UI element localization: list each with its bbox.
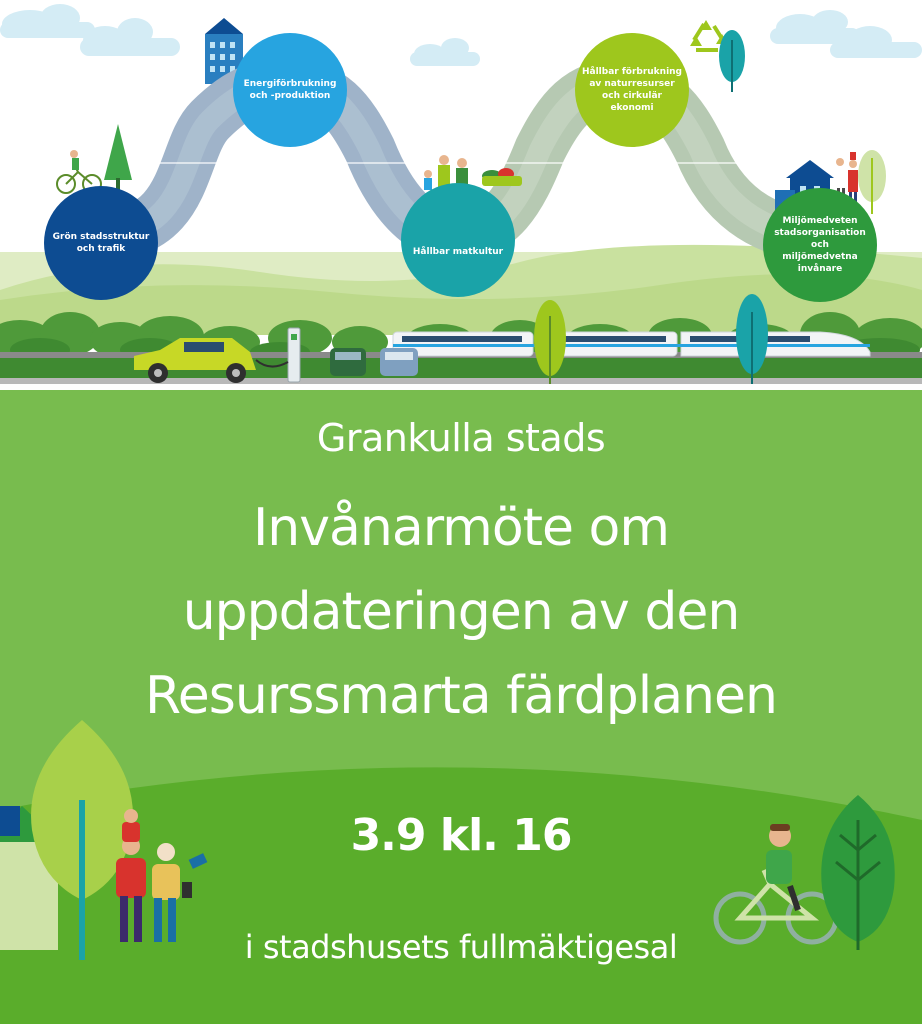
roadmap-svg <box>0 0 922 392</box>
event-title-line: uppdateringen av den <box>182 582 740 642</box>
car-icon <box>380 348 418 376</box>
theme-energy: Energiförbrukning och -produktion <box>243 79 337 101</box>
theme-green-city: Grön stadsstruktur och trafik <box>52 232 150 254</box>
theme-circular-economy: Hållbar förbrukning av naturresurser och cirkulär ekonomi <box>581 67 682 113</box>
event-title <box>0 486 922 738</box>
event-title-line: Invånarmöte om <box>252 498 670 558</box>
invitation-panel <box>0 390 922 1024</box>
train-icon <box>393 332 870 356</box>
organizer-subtitle: Grankulla stads <box>316 416 606 460</box>
theme-organisation: Miljömedveten stadsorganisation och miljömedvetna invånare <box>774 216 866 274</box>
event-date: 3.9 kl. 16 <box>350 810 572 861</box>
event-title-line: Resurssmarta färdplanen <box>145 666 777 726</box>
car-icon <box>330 348 366 376</box>
event-location: i stadshusets fullmäktigesal <box>244 928 678 966</box>
roadmap-illustration <box>0 0 922 392</box>
theme-food: Hållbar matkultur <box>412 247 504 257</box>
